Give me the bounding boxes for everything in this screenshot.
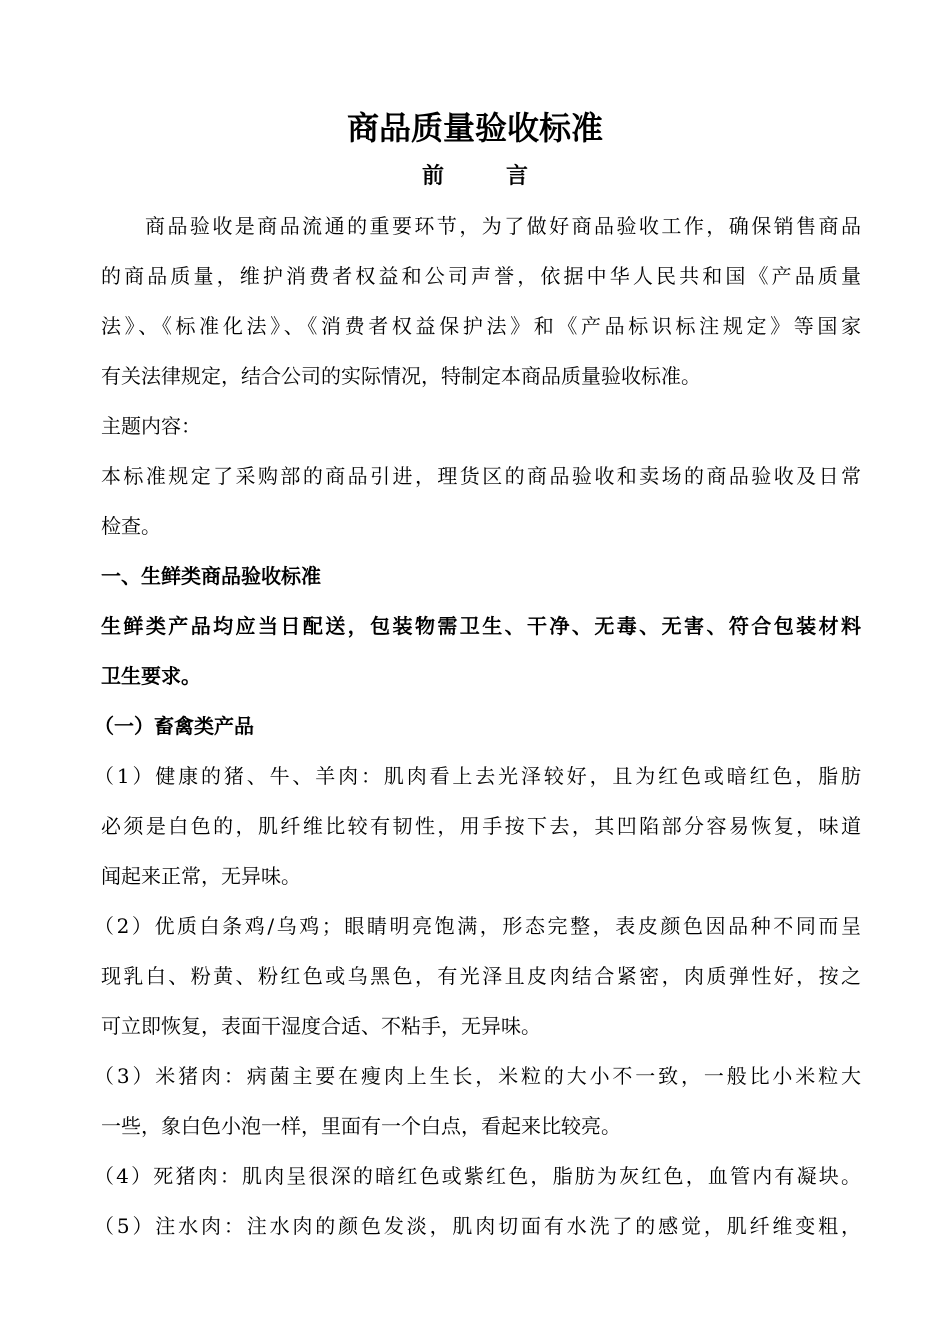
document-title: 商品质量验收标准: [346, 109, 603, 147]
list-item-line: 一些，象白色小泡一样，里面有一个白点，看起来比较亮。: [101, 1114, 621, 1138]
list-item-line: （1）健康的猪、牛、羊肉：肌肉看上去光泽较好，且为红色或暗红色，脂肪: [94, 764, 861, 788]
preface-heading: 前言: [421, 163, 590, 189]
bold-paragraph-line: 卫生要求。: [101, 664, 201, 688]
paragraph-line: 法》、《标准化法》、《消费者权益保护法》和《产品标识标注规定》等国家: [101, 314, 861, 338]
list-item-line: （2）优质白条鸡/乌鸡；眼睛明亮饱满，形态完整，表皮颜色因品种不同而呈: [94, 914, 861, 938]
list-item-line: （5）注水肉：注水肉的颜色发淡，肌肉切面有水洗了的感觉，肌纤维变粗，: [94, 1214, 861, 1238]
list-item-line: 可立即恢复，表面干湿度合适、不粘手，无异味。: [101, 1014, 541, 1038]
paragraph-line: 本标准规定了采购部的商品引进，理货区的商品验收和卖场的商品验收及日常: [101, 464, 861, 488]
topic-label: 主题内容：: [101, 414, 201, 438]
section-heading: 一、生鲜类商品验收标准: [101, 564, 321, 588]
bold-paragraph-line: 生鲜类产品均应当日配送，包装物需卫生、干净、无毒、无害、符合包装材料: [101, 614, 861, 638]
list-item-line: （4）死猪肉：肌肉呈很深的暗红色或紫红色，脂肪为灰红色，血管内有凝块。: [94, 1164, 861, 1188]
list-item-line: 必须是白色的，肌纤维比较有韧性，用手按下去，其凹陷部分容易恢复，味道: [101, 814, 861, 838]
paragraph-line: 的商品质量，维护消费者权益和公司声誉，依据中华人民共和国《产品质量: [101, 264, 861, 288]
list-item-line: 现乳白、粉黄、粉红色或乌黑色，有光泽且皮肉结合紧密，肉质弹性好，按之: [101, 964, 861, 988]
list-item-line: （3）米猪肉：病菌主要在瘦肉上生长，米粒的大小不一致，一般比小米粒大: [94, 1064, 861, 1088]
list-item-line: 闻起来正常，无异味。: [101, 864, 301, 888]
paragraph-line: 商品验收是商品流通的重要环节，为了做好商品验收工作，确保销售商品: [145, 214, 861, 238]
subsection-heading: （一）畜禽类产品: [94, 714, 254, 738]
paragraph-line: 检查。: [101, 514, 161, 538]
paragraph-line: 有关法律规定，结合公司的实际情况，特制定本商品质量验收标准。: [101, 364, 701, 388]
